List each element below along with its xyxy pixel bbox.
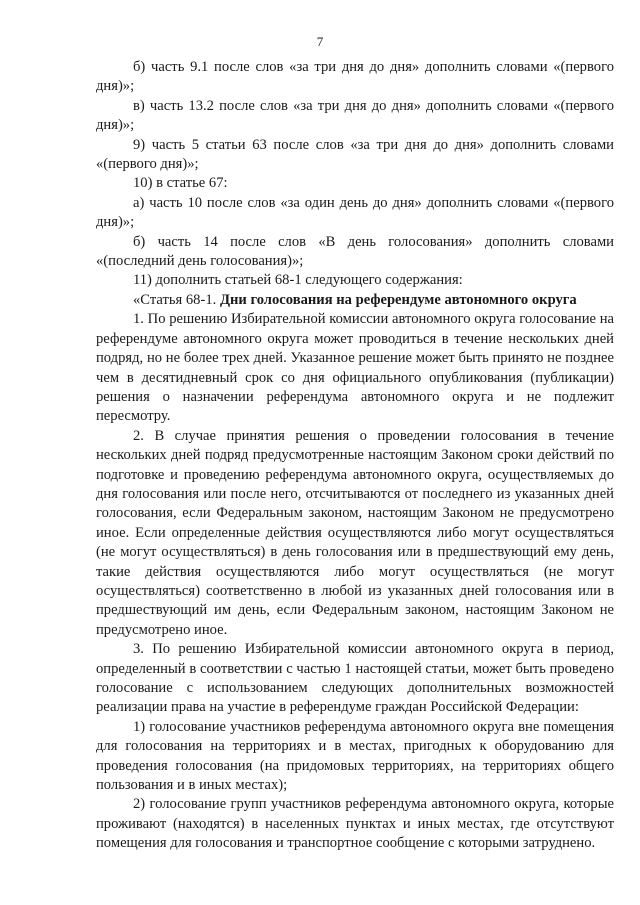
article-heading-prefix: «Статья 68-1.: [133, 291, 220, 308]
article-paragraph-2: 2. В случае принятия решения о проведении голосования в течение нескольких дней подряд предусмотренные настоящим Законом сроки действий по подготовке и проведению референдума автономного округа, осуществляемых до дня голосования или после него, отсчитываются от последнего из указанных дней голосования, если Федеральным законом, настоящим Законом не предусмотрено иное. Если определенные действия осуществляются либо могут осуществляться (не могут осуществляться) в день голосования или в предшествующий ему день, такие действия осуществляются либо могут осуществляться (не могут осуществляться) соответственно в любой из указанных дней голосования или в предшествующий им день, если Федеральным законом, настоящим Законом не предусмотрено иное.: [96, 427, 614, 638]
paragraph-item-11: 11) дополнить статьей 68-1 следующего содержания:: [133, 272, 463, 289]
article-heading: [96, 291, 614, 310]
paragraph-item-9: 9) часть 5 статьи 63 после слов «за три дня до дня» дополнить словами «(первого дня)»;: [96, 136, 614, 173]
paragraph-amend-part-14: б) часть 14 после слов «В день голосования» дополнить словами «(последний день голосования)»;: [96, 233, 614, 270]
page-number: 7: [316, 34, 324, 49]
article-subitem-2: 2) голосование групп участников референдума автономного округа, которые проживают (находятся) в населенных пунктах и иных местах, где отсутствуют помещения для голосования и транспортное сообщение с которыми затруднено.: [96, 796, 614, 852]
paragraph-amend-13-2: в) часть 13.2 после слов «за три дня до дня» дополнить словами «(первого дня)»;: [96, 97, 614, 134]
article-title: Дни голосования на референдуме автономного округа: [219, 291, 577, 308]
paragraph-amend-part-10: а) часть 10 после слов «за один день до дня» дополнить словами «(первого дня)»;: [96, 194, 614, 231]
document-body: [96, 58, 614, 854]
article-subitem-1: 1) голосование участников референдума автономного округа вне помещения для голосования на территориях и в местах, пригодных к оборудованию для проведения голосования (на придомовых территориях, на территориях общего пользования и в иных местах);: [96, 718, 614, 794]
article-paragraph-3: 3. По решению Избирательной комиссии автономного округа в период, определенный в соответствии с частью 1 настоящей статьи, может быть проведено голосование с использованием следующих дополнительных возможностей реализации права на участие в референдуме граждан Российской Федерации:: [96, 641, 614, 716]
paragraph-item-10: 10) в статье 67:: [133, 175, 228, 192]
paragraph-amend-9-1: б) часть 9.1 после слов «за три дня до дня» дополнить словами «(первого дня)»;: [96, 59, 614, 95]
article-paragraph-1: 1. По решению Избирательной комиссии автономного округа голосование на референдуме автономного округа может проводиться в течение нескольких дней подряд, но не более трех дней. Указанное решение может быть принято не позднее чем в десятидневный срок со дня официального опубликования (публикации) решения о назначении референдума автономного округа и не подлежит пересмотру.: [96, 311, 614, 425]
